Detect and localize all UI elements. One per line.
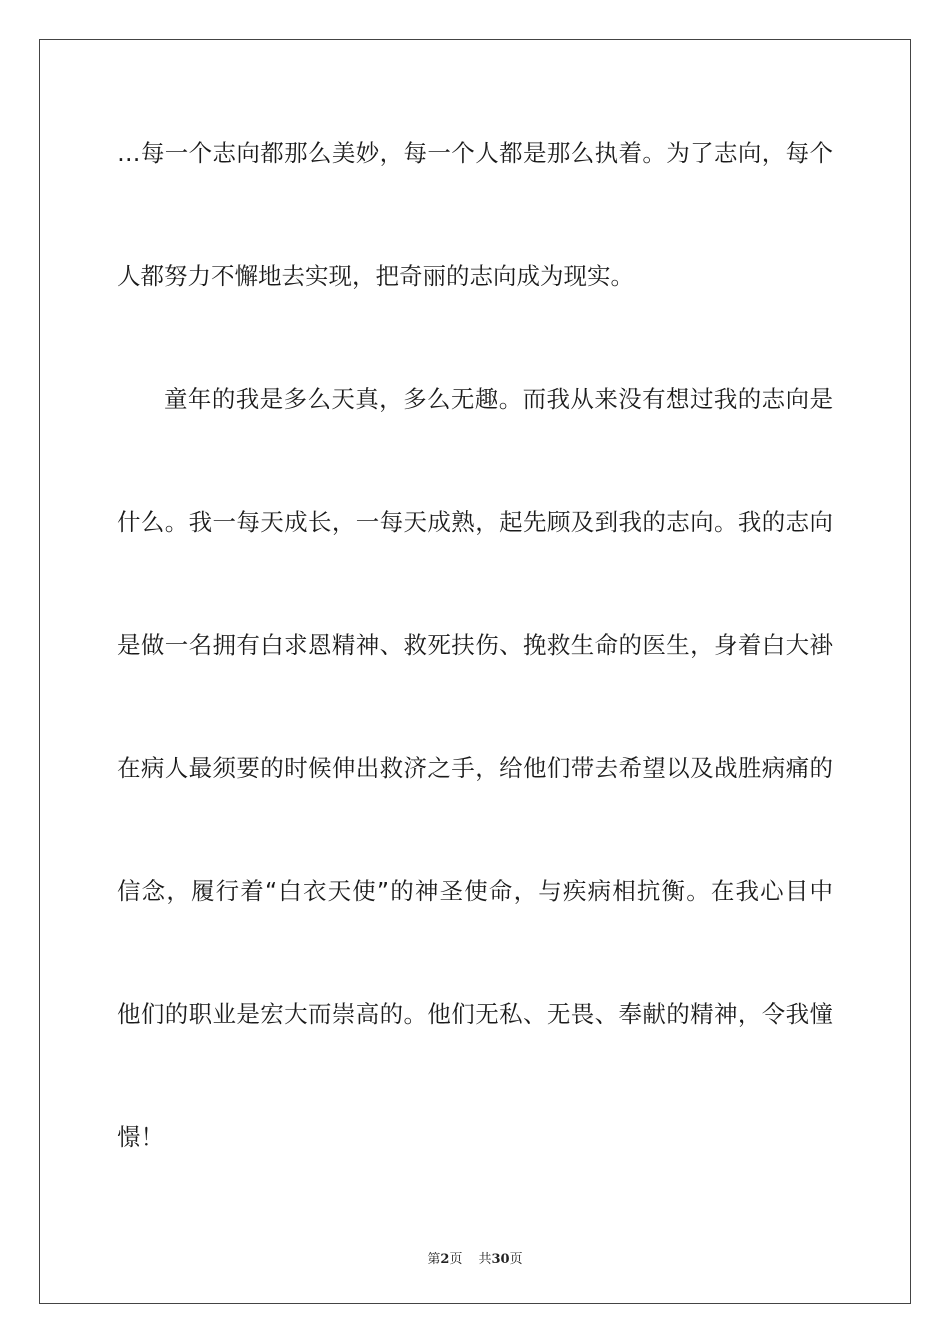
page-suffix: 页 [449, 1252, 463, 1267]
text-line-7: 信念，履行着“白衣天使”的神圣使命，与疾病相抗衡。在我心目中 [117, 877, 833, 905]
text-line-1: …每一个志向都那么美妙，每一个人都是那么执着。为了志向，每个 [117, 139, 833, 167]
text-line-3: 童年的我是多么天真，多么无趣。而我从来没有想过我的志向是 [164, 385, 833, 413]
page-border [39, 39, 911, 1304]
total-pages: 30 [491, 1252, 510, 1267]
text-line-2: 人都努力不懈地去实现，把奇丽的志向成为现实。 [117, 262, 634, 290]
page-footer [0, 1248, 950, 1267]
text-line-6: 在病人最须要的时候伸出救济之手，给他们带去希望以及战胜病痛的 [117, 754, 833, 782]
total-suffix: 页 [509, 1252, 523, 1267]
page-prefix: 第 [427, 1252, 441, 1267]
page-number: 2 [440, 1252, 450, 1267]
text-line-8: 他们的职业是宏大而崇高的。他们无私、无畏、奉献的精神，令我憧 [117, 1000, 833, 1028]
text-line-4: 什么。我一每天成长，一每天成熟，起先顾及到我的志向。我的志向 [117, 508, 833, 536]
text-line-9: 憬！ [117, 1123, 164, 1151]
total-prefix: 共 [478, 1252, 492, 1267]
text-line-5: 是做一名拥有白求恩精神、救死扶伤、挽救生命的医生，身着白大褂 [117, 631, 833, 659]
